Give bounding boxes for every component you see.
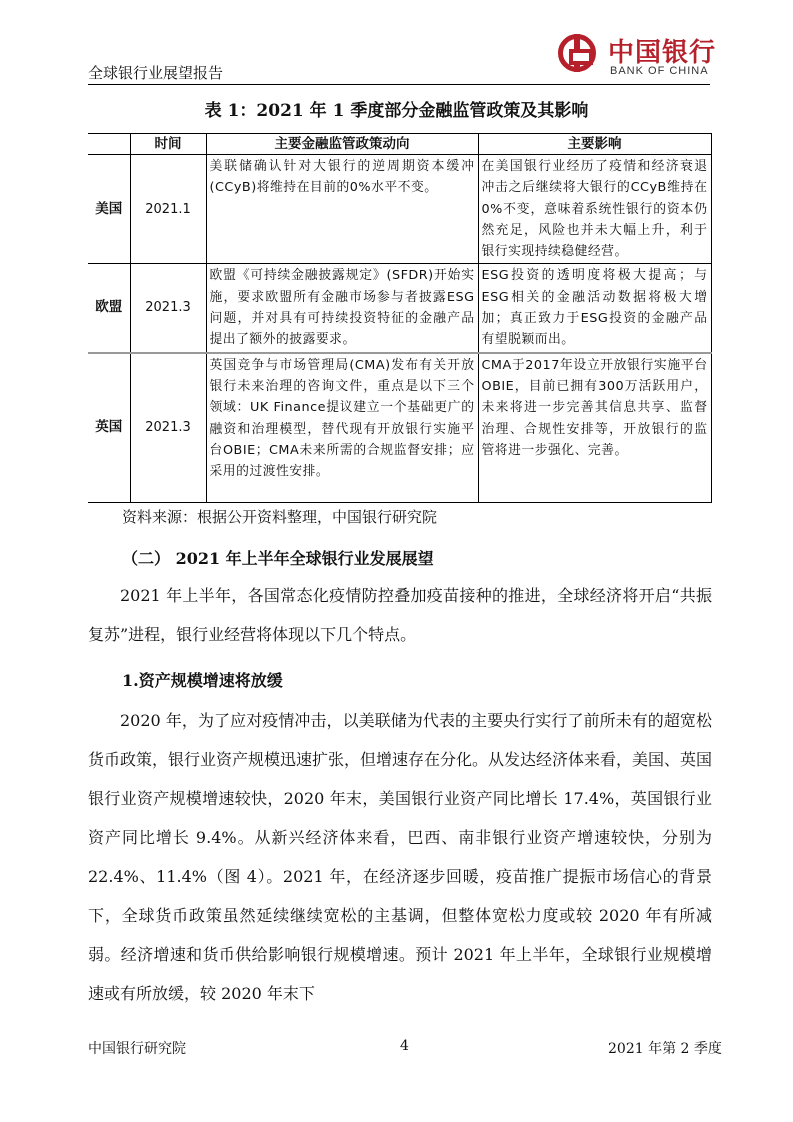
footer-period: 2021 年第 2 季度	[608, 1041, 722, 1057]
country-cell: 美国	[88, 155, 130, 264]
table-row	[88, 155, 711, 264]
impact-cell: 在美国银行业经历了疫情和经济衰退冲击之后继续将大银行的CCyB维持在0%不变，意味着系统性银行的资本仍然充足，风险也并未大幅上升，利于银行实现持续稳健经营。	[478, 155, 711, 264]
report-title: 全球银行业展望报告	[88, 64, 224, 82]
time-cell: 2021.1	[130, 155, 206, 264]
table-row	[88, 353, 711, 503]
header-impact: 主要影响	[478, 134, 711, 155]
page-number: 4	[400, 1038, 409, 1054]
header-policy: 主要金融监管政策动向	[206, 134, 478, 155]
country-cell: 欧盟	[88, 264, 130, 353]
logo-en-text: BANK OF CHINA	[610, 65, 709, 77]
boc-emblem-icon	[558, 34, 596, 72]
section-heading: （二） 2021 年上半年全球银行业发展展望	[122, 549, 434, 568]
time-cell: 2021.3	[130, 353, 206, 503]
source-note: 资料来源：根据公开资料整理，中国银行研究院	[122, 508, 438, 526]
impact-cell: ESG投资的透明度将极大提高；与ESG相关的金融活动数据将极大增加；真正致力于ESG投资的金融产品有望脱颖而出。	[478, 264, 711, 353]
footer-org: 中国银行研究院	[88, 1041, 186, 1057]
policy-cell: 美联储确认针对大银行的逆周期资本缓冲(CCyB)将维持在目前的0%水平不变。	[206, 155, 478, 264]
impact-cell: CMA于2017年设立开放银行实施平台OBIE，目前已拥有300万活跃用户，未来将进一步完善其信息共享、监督治理、合规性安排等，开放银行的监管将进一步强化、完善。	[478, 353, 711, 503]
subsection-heading: 1.资产规模增速将放缓	[122, 671, 283, 690]
bank-of-china-logo	[558, 34, 718, 82]
table-header-row	[88, 134, 711, 155]
policy-cell: 欧盟《可持续金融披露规定》(SFDR)开始实施，要求欧盟所有金融市场参与者披露ESG问题，并对具有可持续投资特征的金融产品提出了额外的披露要求。	[206, 264, 478, 353]
header-divider	[88, 84, 710, 85]
country-cell: 英国	[88, 353, 130, 503]
table-title: 表 1：2021 年 1 季度部分金融监管政策及其影响	[204, 101, 589, 121]
logo-cn-text: 中国银行	[608, 38, 717, 68]
body-paragraph: 2020 年，为了应对疫情冲击，以美联储为代表的主要央行实行了前所未有的超宽松货币政策，银行业资产规模迅速扩张，但增速存在分化。从发达经济体来看，美国、英国银行业资产规模增速较快，2020 年末，美国银行业资产同比增长 17.4%，英国银行业资产同比增长 9.4%。从新兴经济体来看，巴西、南非银行业资产增速较快，分别为 22.4%、11.4%（图 4）。2021 年，在经济逐步回暖，疫苗推广提振市场信心的背景下，全球货币政策虽然延续继续宽松的主基调，但整体宽松力度或较 2020 年有所减弱。经济增速和货币供给影响银行规模增速。预计 2021 年上半年，全球银行业规模增速或有所放缓，较 2020 年末下	[88, 711, 713, 1003]
table-row	[88, 264, 711, 353]
time-cell: 2021.3	[130, 264, 206, 353]
body-paragraph: 2021 年上半年，各国常态化疫情防控叠加疫苗接种的推进，全球经济将开启“共振复苏”进程，银行业经营将体现以下几个特点。	[88, 586, 712, 644]
policy-cell: 英国竞争与市场管理局(CMA)发布有关开放银行未来治理的咨询文件，重点是以下三个领域：UK Finance提议建立一个基础更广的融资和治理模型，替代现有开放银行实施平台OBIE；CMA未来所需的合规监督安排；应采用的过渡性安排。	[206, 353, 478, 503]
policy-table	[88, 133, 712, 503]
header-country	[88, 134, 130, 155]
header-time: 时间	[130, 134, 206, 155]
